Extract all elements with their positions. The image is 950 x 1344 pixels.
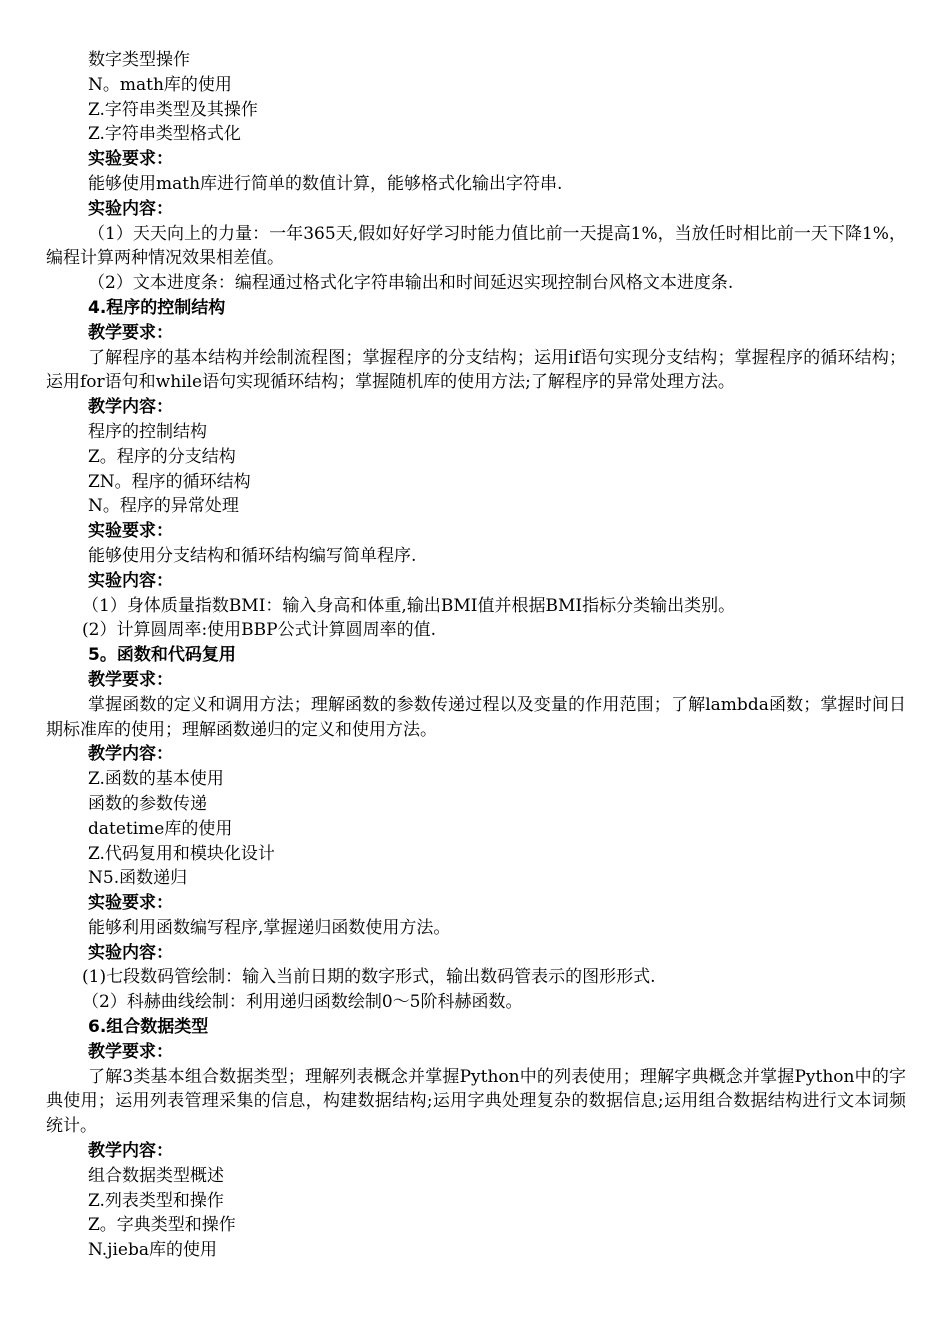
text-line: 了解程序的基本结构并绘制流程图；掌握程序的分支结构；运用if语句实现分支结构；掌握程序的循环结构；运用for语句和while语句实现循环结构；掌握随机库的使用方法;了解程序的异常处理方法。 [46, 347, 906, 393]
text-line: N。math库的使用 [88, 74, 232, 95]
text-line: N。程序的异常处理 [88, 496, 239, 517]
text-line: (1)七段数码管绘制：输入当前日期的数字形式，输出数码管表示的图形形式. [82, 967, 656, 988]
section-heading: 5。函数和代码复用 [88, 645, 236, 666]
text-line: 能够利用函数编写程序,掌握递归函数使用方法。 [88, 917, 451, 938]
subsection-label: 教学要求： [88, 1041, 173, 1062]
subsection-label: 教学内容： [88, 744, 173, 765]
text-line: （2）科赫曲线绘制：利用递归函数绘制0～5阶科赫函数。 [82, 992, 523, 1013]
subsection-label: 教学要求： [88, 669, 173, 690]
text-line: N5.函数递归 [88, 868, 188, 889]
text-line: （1）天天向上的力量：一年365天,假如好好学习时能力值比前一天提高1%，当放任时相比前一天下降1%，编程计算两种情况效果相差值。 [46, 223, 906, 269]
subsection-label: 实验要求： [88, 149, 173, 170]
text-line: 能够使用math库进行简单的数值计算，能够格式化输出字符串. [88, 173, 563, 194]
subsection-label: 实验要求： [88, 521, 173, 542]
text-line: 能够使用分支结构和循环结构编写简单程序. [88, 545, 417, 566]
text-line: （1）身体质量指数BMI：输入身高和体重,输出BMI值并根据BMI指标分类输出类别。 [82, 595, 736, 616]
text-line: N.jieba库的使用 [88, 1240, 217, 1261]
text-line: 程序的控制结构 [88, 421, 207, 442]
text-line: Z.函数的基本使用 [88, 769, 224, 790]
text-line: Z。程序的分支结构 [88, 446, 236, 467]
text-line: 组合数据类型概述 [88, 1165, 224, 1186]
document-body [46, 48, 906, 1263]
subsection-label: 实验要求： [88, 893, 173, 914]
text-line: 数字类型操作 [88, 50, 190, 70]
section-heading: 6.组合数据类型 [88, 1017, 209, 1038]
subsection-label: 实验内容： [88, 198, 173, 219]
text-line: 了解3类基本组合数据类型；理解列表概念并掌握Python中的列表使用；理解字典概念并掌握Python中的字典使用；运用列表管理采集的信息，构建数据结构;运用字典处理复杂的数据信息;运用组合数据结构进行文本词频统计。 [46, 1066, 906, 1137]
subsection-label: 实验内容： [88, 570, 173, 591]
text-line: 掌握函数的定义和调用方法；理解函数的参数传递过程以及变量的作用范围；了解lambda函数；掌握时间日期标准库的使用；理解函数递归的定义和使用方法。 [46, 694, 906, 740]
section-heading: 4.程序的控制结构 [88, 297, 226, 318]
text-line: Z.字符串类型及其操作 [88, 99, 258, 120]
subsection-label: 实验内容： [88, 942, 173, 963]
text-line: ZN。程序的循环结构 [88, 471, 251, 492]
text-line: Z.字符串类型格式化 [88, 124, 241, 145]
text-line: （2）文本进度条：编程通过格式化字符串输出和时间延迟实现控制台风格文本进度条. [88, 273, 734, 294]
text-line: Z。字典类型和操作 [88, 1215, 236, 1236]
text-line: (2）计算圆周率:使用BBP公式计算圆周率的值. [82, 620, 437, 641]
text-line: Z.列表类型和操作 [88, 1190, 224, 1211]
text-line: 函数的参数传递 [88, 793, 207, 814]
text-line: datetime库的使用 [88, 818, 233, 839]
subsection-label: 教学内容： [88, 1141, 173, 1162]
text-line: Z.代码复用和模块化设计 [88, 843, 275, 864]
subsection-label: 教学内容： [88, 397, 173, 418]
subsection-label: 教学要求： [88, 322, 173, 343]
